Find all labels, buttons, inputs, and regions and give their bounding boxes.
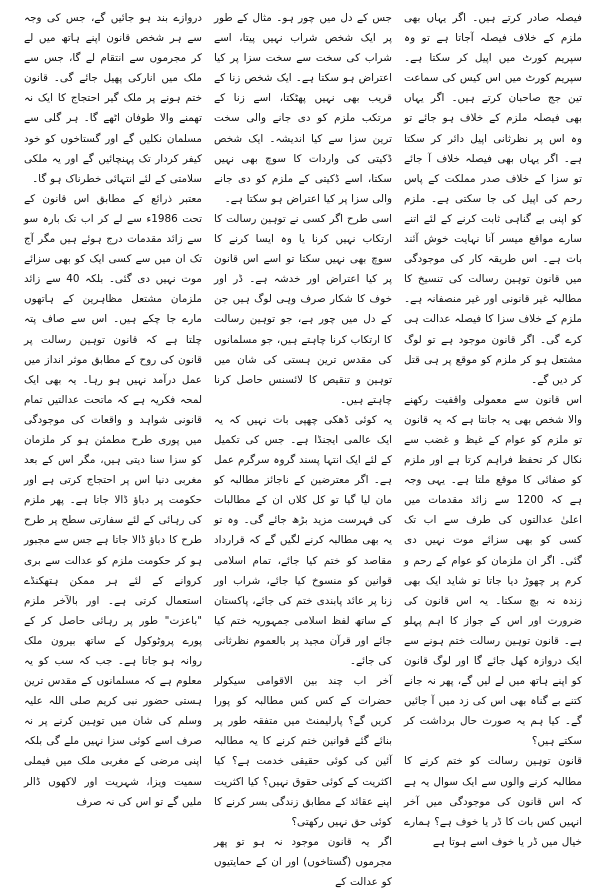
article-paragraph: اسی طرح اگر کسی نے توہین رسالت کا ارتکاب نہیں کرنا یا وہ ایسا کرنے کا سوچ بھی نہیں سکتا تو اسے اس قانون پر کیا اعتراض اور خدشہ ہے۔ ڈر اور خوف کا شکار صرف وہی لوگ ہیں جن کے دل میں چور ہے، جو توہین رسالت کا ارتکاب کرنا چاہتے ہیں، جو مسلمانوں کی مقدس ترین ہستی کی شان میں توہین و تنقیص کا لائسنس حاصل کرنا چاہتے ہیں۔ bbox=[214, 212, 392, 406]
article-paragraph: دروازے بند ہو جائیں گے، جس کی وجہ سے ہر شخص قانون اپنے ہاتھ میں لے کر مجرموں سے انتقام لے گا، جس سے ملک میں انارکی پھیل جائے گی۔ قانون ختم ہونے پر ملک گیر احتجاج کا ایک نہ تھمنے والا طوفان اٹھے گا۔ ہر گلی سے مسلمان نکلیں گے اور گستاخوں کو خود کیفر کردار تک پہنچائیں گے اور یہ ملکی سلامتی کے لئے انتہائی خطرناک ہو گا۔ bbox=[24, 12, 202, 185]
article-paragraph: یہ کوئی ڈھکی چھپی بات نہیں کہ یہ ایک عالمی ایجنڈا ہے۔ جس کی تکمیل کے لئے ایک انتہا پسند گروہ سرگرم عمل ہے۔ اگر معترضین کے ناجائز مطالبہ کو مان لیا گیا تو کل کلاں ان کے مطالبات کی فہرست مزید بڑھ جائے گی۔ وہ تو یہ بھی مطالبہ کرنے لگیں گے کہ قرارداد مقاصد کو ختم کیا جائے، تمام اسلامی قوانین کو منسوخ کیا جائے، شراب اور زنا پر عائد پابندی ختم کی جائے، پاکستان کے ساتھ لفظ اسلامی جمہوریہ ختم کیا جائے اور قرآن مجید پر بالعموم نظرثانی کی جائے۔ bbox=[214, 413, 392, 667]
article-paragraph: اس قانون سے معمولی واقفیت رکھنے والا شخص بھی یہ جانتا ہے کہ یہ قانون تو ملزم کو عوام کے غیظ و غضب سے نکال کر تحفظ فراہم کرتا ہے اور ملزم کو صفائی کا موقع ملتا ہے۔ یہی وجہ ہے کہ 1200 سے زائد مقدمات میں اعلیٰ عدالتوں کی طرف سے اب تک کسی کو بھی سزائے موت نہیں دی گئی۔ اگر ان ملزمان کو عوام کے رحم و کرم پر چھوڑ دیا جاتا تو شاید ایک بھی زندہ نہ بچ سکتا۔ یہ اس قانون کی ضرورت اور اس کے جواز کا اہم پہلو ہے۔ قانون توہین رسالت ختم ہونے سے ایک دروازہ کھل جائے گا اور لوگ قانون کو اپنے ہاتھ میں لے لیں گے، پھر نہ جانے کتنے بے گناہ بھی اس کی زد میں آ جائیں گے۔ کیا ہم یہ صورت حال برداشت کر سکتے ہیں؟ bbox=[404, 393, 582, 748]
article-paragraph: اگر یہ قانون موجود نہ ہو تو پھر مجرموں (گستاخوں) اور ان کے حمایتیوں کو عدالت کے bbox=[214, 835, 392, 889]
article-column-left bbox=[20, 8, 206, 808]
article-paragraph: جس کے دل میں چور ہو۔ مثال کے طور پر ایک شخص شراب نہیں پیتا، اسے شراب کی سخت سے سخت سزا پر کیا اعتراض ہو سکتا ہے۔ ایک شخص زنا کے قریب بھی نہیں پھٹکتا، اسے زنا کے مرتکب ملزم کو دی جانے والی سخت ترین سزا سے کیا اندیشہ۔ ایک شخص ڈکیتی کی واردات کا سوچ بھی نہیں سکتا، اسے ڈکیتی کے ملزم کو دی جانے والی سزا پر کیا اعتراض ہو سکتا ہے۔ bbox=[214, 12, 392, 205]
article-paragraph: معتبر ذرائع کے مطابق اس قانون کے تحت 1986ء سے لے کر اب تک بارہ سو سے زائد مقدمات درج ہوئے ہیں مگر آج تک ان میں سے کسی ایک کو بھی سزائے موت نہیں دی گئی۔ بلکہ 40 سے زائد ملزمان مشتعل مظاہرین کے ہاتھوں مارے جا چکے ہیں۔ اس سے صاف پتہ چلتا ہے کہ قانون توہین رسالت پر قانون کی روح کے مطابق موثر انداز میں عمل درآمد نہیں ہو رہا۔ یہ بھی ایک لمحہ فکریہ ہے کہ ماتحت عدالتیں تمام قانونی شواہد و واقعات کی موجودگی میں پوری طرح مطمئن ہو کر ملزمان کو سزا سنا دیتی ہیں، مگر اس کے بعد مغربی دنیا اس پر احتجاج کرتی ہے اور حکومت پر دباؤ ڈالا جاتا ہے۔ پھر ملزم کی رہائی کے لئے سفارتی سطح پر طرح طرح کا دباؤ ڈالا جاتا ہے جس سے مجبور ہو کر حکومت ملزم کو عدالت سے بری کروانے کے لئے ہر ممکن ہتھکنڈے استعمال کرتی ہے۔ اور بالآخر ملزم "باعزت" طور پر رہائی حاصل کر کے پورے پروٹوکول کے ساتھ بیرون ملک روانہ ہو جاتا ہے۔ جب کہ سب کو یہ معلوم ہے کہ مسلمانوں کے مقدس ترین ہستی حضور نبی کریم صلی اللہ علیہ وسلم کی شان میں توہین کرنے پر نہ صرف اسے کوئی سزا نہیں ملے گی بلکہ اپنی مرضی کے مغربی ملک میں فیملی سمیت ویزا، شہریت اور لاکھوں ڈالر ملیں گے تو اس کی نہ صرف bbox=[24, 192, 202, 808]
article-paragraph: فیصلہ صادر کرتے ہیں۔ اگر یہاں بھی ملزم کے خلاف فیصلہ آجاتا ہے تو وہ سپریم کورٹ میں اپیل کر سکتا ہے۔ سپریم کورٹ میں اس کیس کی سماعت تین جج صاحبان کرتے ہیں۔ اگر یہاں بھی فیصلہ ملزم کے خلاف ہو جائے تو وہ اس پر نظرثانی اپیل دائر کر سکتا ہے۔ اگر یہاں بھی فیصلہ خلاف آ جائے تو سزا کے خلاف صدر مملکت کے پاس رحم کی اپیل کی جا سکتی ہے۔ ملزم کو اپنی بے گناہی ثابت کرنے کے لئے اتنے سارے مواقع میسر آنا نہایت خوش آئند بات ہے۔ اس طریقہ کار کی موجودگی میں قانون توہین رسالت کی تنسیخ کا مطالبہ غیر قانونی اور غیر منصفانہ ہے۔ ملزم کے خلاف سزا کا فیصلہ عدالت ہی کرے گی۔ اگر قانون موجود ہے تو لوگ مشتعل ہو کر ملزم کو موقع پر ہی قتل کر دیں گے۔ bbox=[404, 12, 582, 386]
article-paragraph: قانون توہین رسالت کو ختم کرنے کا مطالبہ کرنے والوں سے ایک سوال یہ ہے کہ اس قانون کی موجودگی میں آخر انہیں کس بات کا ڈر یا خوف ہے؟ ہمارے خیال میں ڈر یا خوف اسے ہوتا ہے bbox=[404, 755, 582, 848]
article-paragraph: آخر اب چند بین الاقوامی سیکولر حضرات کے کس کس مطالبہ کو پورا کریں گے؟ پارلیمنٹ میں متفقہ طور پر بنائے گئے قوانین ختم کرنے کا یہ مطالبہ آئین کی کوئی حقیقی خدمت ہے؟ کیا اکثریت کے کوئی حقوق نہیں؟ کیا اکثریت اپنے عقائد کے مطابق زندگی بسر کرنے کا کوئی حق نہیں رکھتی؟ bbox=[214, 675, 392, 828]
article-column-right bbox=[400, 8, 586, 848]
article-column-middle bbox=[210, 8, 396, 889]
